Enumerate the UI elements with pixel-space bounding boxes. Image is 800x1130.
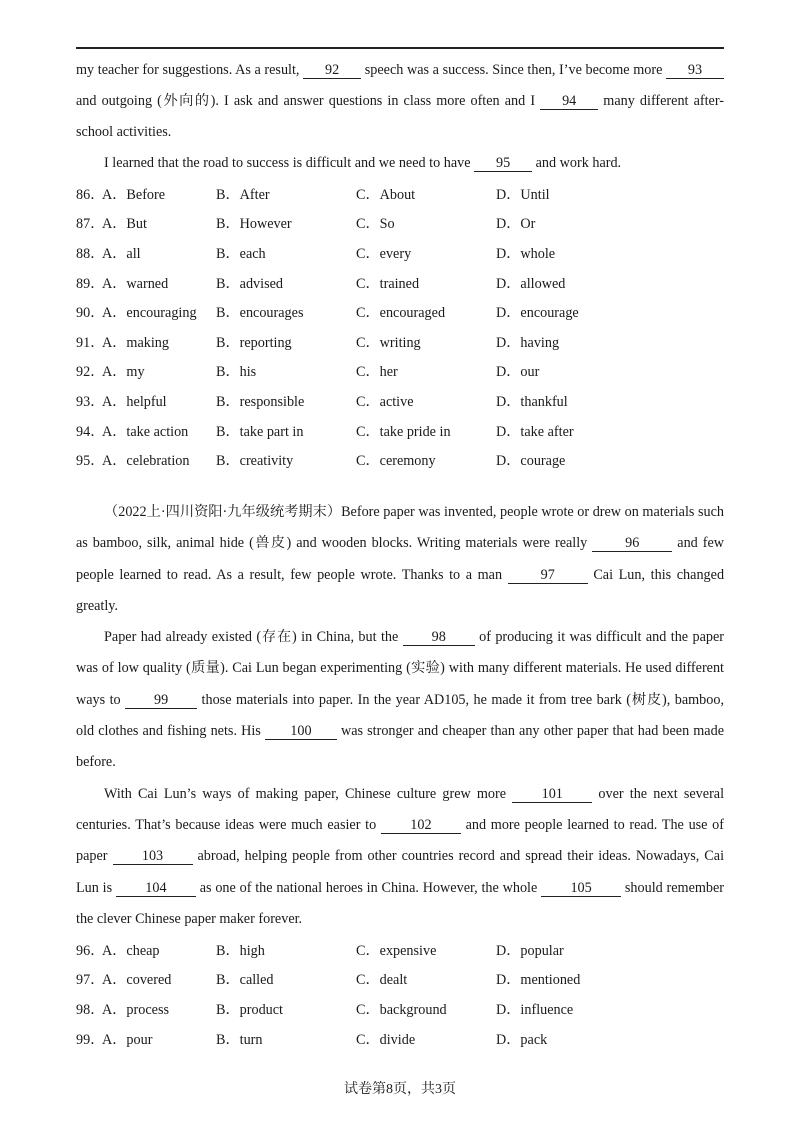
blank-105: 105: [541, 880, 621, 897]
question-row: [76, 445, 724, 475]
text-span: Paper had already existed (存在) in China, but the: [104, 629, 399, 646]
option-a[interactable]: A．Before: [102, 186, 166, 203]
option-c[interactable]: C．every: [356, 245, 412, 262]
passage2-paragraph-3: [76, 779, 724, 935]
option-b[interactable]: B．take part in: [216, 423, 304, 440]
text-span: those materials into paper. In the year AD105, he made it from tree bark (树皮), bamboo, old clothes and fishing nets. His: [76, 691, 724, 740]
option-c[interactable]: C．ceremony: [356, 453, 436, 470]
passage2-paragraph-1: [76, 497, 724, 622]
option-a[interactable]: A．cheap: [102, 942, 160, 959]
blank-103: 103: [113, 848, 193, 865]
question-number: 92．: [76, 364, 105, 381]
question-options-96-99: [76, 935, 724, 1053]
option-b[interactable]: B．responsible: [216, 393, 305, 410]
blank-101: 101: [512, 786, 592, 803]
page-footer: 试卷第8页，共3页: [344, 1082, 456, 1097]
question-row: [76, 357, 724, 387]
option-d[interactable]: D．encourage: [496, 305, 579, 322]
question-number: 86．: [76, 186, 105, 203]
text-span: and outgoing (外向的). I ask and answer questions in class more often and I: [76, 93, 536, 109]
option-d[interactable]: D．popular: [496, 942, 564, 959]
option-b[interactable]: B．creativity: [216, 453, 294, 470]
option-a[interactable]: A．warned: [102, 275, 169, 292]
option-b[interactable]: B．After: [216, 186, 270, 203]
option-d[interactable]: D．Or: [496, 216, 536, 233]
question-row: [76, 297, 724, 327]
text-span: and more people learned to read. The use of paper: [76, 816, 725, 865]
option-b[interactable]: B．However: [216, 216, 292, 233]
text-span: and few people learned to read. As a result, few people wrote. Thanks to a man: [76, 535, 725, 583]
option-d[interactable]: D．thankful: [496, 393, 568, 410]
option-c[interactable]: C．dealt: [356, 972, 408, 989]
blank-98: 98: [403, 629, 475, 646]
question-number: 99．: [76, 1031, 105, 1048]
question-row: [76, 935, 724, 965]
question-row: [76, 238, 724, 268]
blank-99: 99: [125, 692, 197, 709]
option-a[interactable]: A．But: [102, 216, 147, 233]
option-b[interactable]: B．turn: [216, 1031, 263, 1048]
option-c[interactable]: C．divide: [356, 1031, 416, 1048]
blank-104: 104: [116, 880, 196, 897]
option-b[interactable]: B．reporting: [216, 334, 292, 351]
blank-102: 102: [381, 817, 461, 834]
option-d[interactable]: D．Until: [496, 186, 550, 203]
blank-92: 92: [303, 62, 361, 79]
option-a[interactable]: A．making: [102, 334, 169, 351]
passage2-paragraph-2: [76, 622, 724, 778]
question-number: 98．: [76, 1002, 105, 1019]
option-d[interactable]: D．take after: [496, 423, 574, 440]
option-d[interactable]: D．allowed: [496, 275, 566, 292]
option-a[interactable]: A．covered: [102, 972, 172, 989]
option-d[interactable]: D．mentioned: [496, 972, 581, 989]
question-row: [76, 994, 724, 1024]
passage1-line3: [76, 148, 724, 179]
question-number: 95．: [76, 453, 105, 470]
text-span: of producing it was difficult and the paper was of low quality (质量). Cai Lun began experimenting (实验) with many different materials. He used different ways to: [76, 629, 725, 708]
question-number: 94．: [76, 423, 105, 440]
question-options-86-95: [76, 179, 724, 475]
option-b[interactable]: B．his: [216, 364, 257, 381]
option-c[interactable]: C．So: [356, 216, 395, 233]
option-a[interactable]: A．all: [102, 245, 141, 262]
option-d[interactable]: D．influence: [496, 1002, 574, 1019]
question-row: [76, 327, 724, 357]
question-number: 96．: [76, 942, 105, 959]
blank-94: 94: [540, 93, 598, 110]
question-row: [76, 179, 724, 209]
option-d[interactable]: D．courage: [496, 453, 566, 470]
option-c[interactable]: C．expensive: [356, 942, 437, 959]
option-b[interactable]: B．called: [216, 972, 274, 989]
text-span: as one of the national heroes in China. However, the whole: [199, 879, 538, 896]
text-span: I learned that the road to success is difficult and we need to have: [104, 155, 471, 171]
option-d[interactable]: D．whole: [496, 245, 556, 262]
text-span: was stronger and cheaper than any other paper that had been made before.: [76, 723, 724, 771]
text-span: Cai Lun, this changed greatly.: [76, 566, 725, 614]
option-c[interactable]: C．take pride in: [356, 423, 451, 440]
question-number: 90．: [76, 305, 105, 322]
option-b[interactable]: B．each: [216, 245, 266, 262]
blank-93: 93: [666, 62, 724, 79]
option-c[interactable]: C．active: [356, 393, 414, 410]
text-span: （2022上·四川资阳·九年级统考期末）Before paper was invented, people wrote or drew on materials such as bamboo, silk, animal hide (兽皮) and wooden blocks. Writing materials were really: [76, 503, 724, 552]
text-span: over the next several centuries. That’s because ideas were much easier to: [76, 785, 725, 833]
passage2: [76, 497, 724, 935]
option-d[interactable]: D．pack: [496, 1031, 548, 1048]
text-span: should remember the clever Chinese paper maker forever.: [76, 879, 725, 927]
blank-97: 97: [508, 567, 588, 584]
question-number: 93．: [76, 393, 105, 410]
option-c[interactable]: C．About: [356, 186, 416, 203]
spacer: [76, 475, 724, 497]
question-row: [76, 386, 724, 416]
option-a[interactable]: A．encouraging: [102, 305, 197, 322]
question-number: 89．: [76, 275, 105, 292]
text-span: speech was a success. Since then, I’ve become more: [364, 62, 663, 78]
option-b[interactable]: B．high: [216, 942, 265, 959]
option-a[interactable]: A．pour: [102, 1031, 153, 1048]
option-d[interactable]: D．our: [496, 364, 540, 381]
page-content: [76, 55, 724, 1053]
option-c[interactable]: C．trained: [356, 275, 420, 292]
passage1-line1: [76, 55, 724, 148]
text-span: With Cai Lun’s ways of making paper, Chinese culture grew more: [104, 785, 507, 802]
text-span: many different after-school activities.: [76, 93, 725, 140]
question-row: [76, 268, 724, 298]
option-c[interactable]: C．encouraged: [356, 305, 446, 322]
option-b[interactable]: B．encourages: [216, 305, 304, 322]
option-b[interactable]: B．product: [216, 1002, 283, 1019]
question-number: 88．: [76, 245, 105, 262]
question-row: [76, 416, 724, 446]
option-a[interactable]: A．my: [102, 364, 145, 381]
question-number: 97．: [76, 972, 105, 989]
option-a[interactable]: A．process: [102, 1002, 169, 1019]
text-span: and work hard.: [535, 155, 622, 171]
option-b[interactable]: B．advised: [216, 275, 283, 292]
question-row: [76, 209, 724, 239]
option-a[interactable]: A．take action: [102, 423, 189, 440]
option-c[interactable]: C．her: [356, 364, 398, 381]
text-span: my teacher for suggestions. As a result,: [76, 62, 300, 78]
option-c[interactable]: C．background: [356, 1002, 447, 1019]
question-number: 87．: [76, 216, 105, 233]
text-span: abroad, helping people from other countries record and spread their ideas. Nowadays, Cai Lun is: [76, 848, 725, 896]
top-rule: [76, 47, 724, 49]
option-a[interactable]: A．celebration: [102, 453, 190, 470]
question-number: 91．: [76, 334, 105, 351]
question-row: [76, 965, 724, 995]
option-d[interactable]: D．having: [496, 334, 560, 351]
blank-100: 100: [265, 723, 337, 740]
option-a[interactable]: A．helpful: [102, 393, 167, 410]
question-row: [76, 1024, 724, 1054]
blank-95: 95: [474, 155, 532, 172]
option-c[interactable]: C．writing: [356, 334, 421, 351]
blank-96: 96: [592, 535, 672, 552]
